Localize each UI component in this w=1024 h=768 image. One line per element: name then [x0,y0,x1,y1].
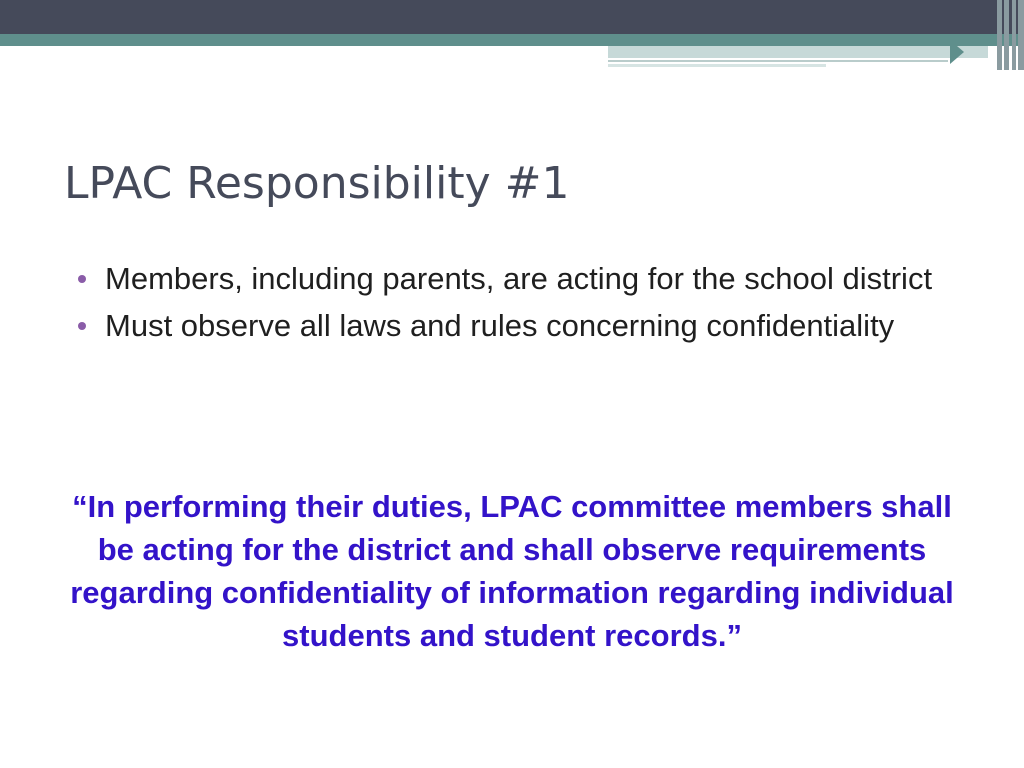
bullet-text: Members, including parents, are acting for the school district [105,261,933,296]
header-band-dark [0,0,1024,34]
list-item [78,305,958,347]
slide-title: LPAC Responsibility #1 [64,158,570,209]
header-band-light [608,46,988,58]
bullet-icon [78,322,86,330]
chevron-right-icon [950,40,964,64]
quote-text: In performing their duties, LPAC committee members shall be acting for the district and shall observe requirements regarding confidentiality of information regarding individual students and student records. [70,489,954,653]
bullet-text: Must observe all laws and rules concerning confidentiality [105,308,895,343]
quote-close-mark: ” [726,618,742,653]
bullet-icon [78,275,86,283]
quote-open-mark: “ [72,489,88,524]
header-rule [608,60,948,62]
header-rule-short [608,64,826,67]
bullet-list [78,258,958,352]
corner-stripes [988,0,1024,768]
header-band-teal [0,34,1024,46]
quote-block [70,485,954,657]
list-item [78,258,958,300]
